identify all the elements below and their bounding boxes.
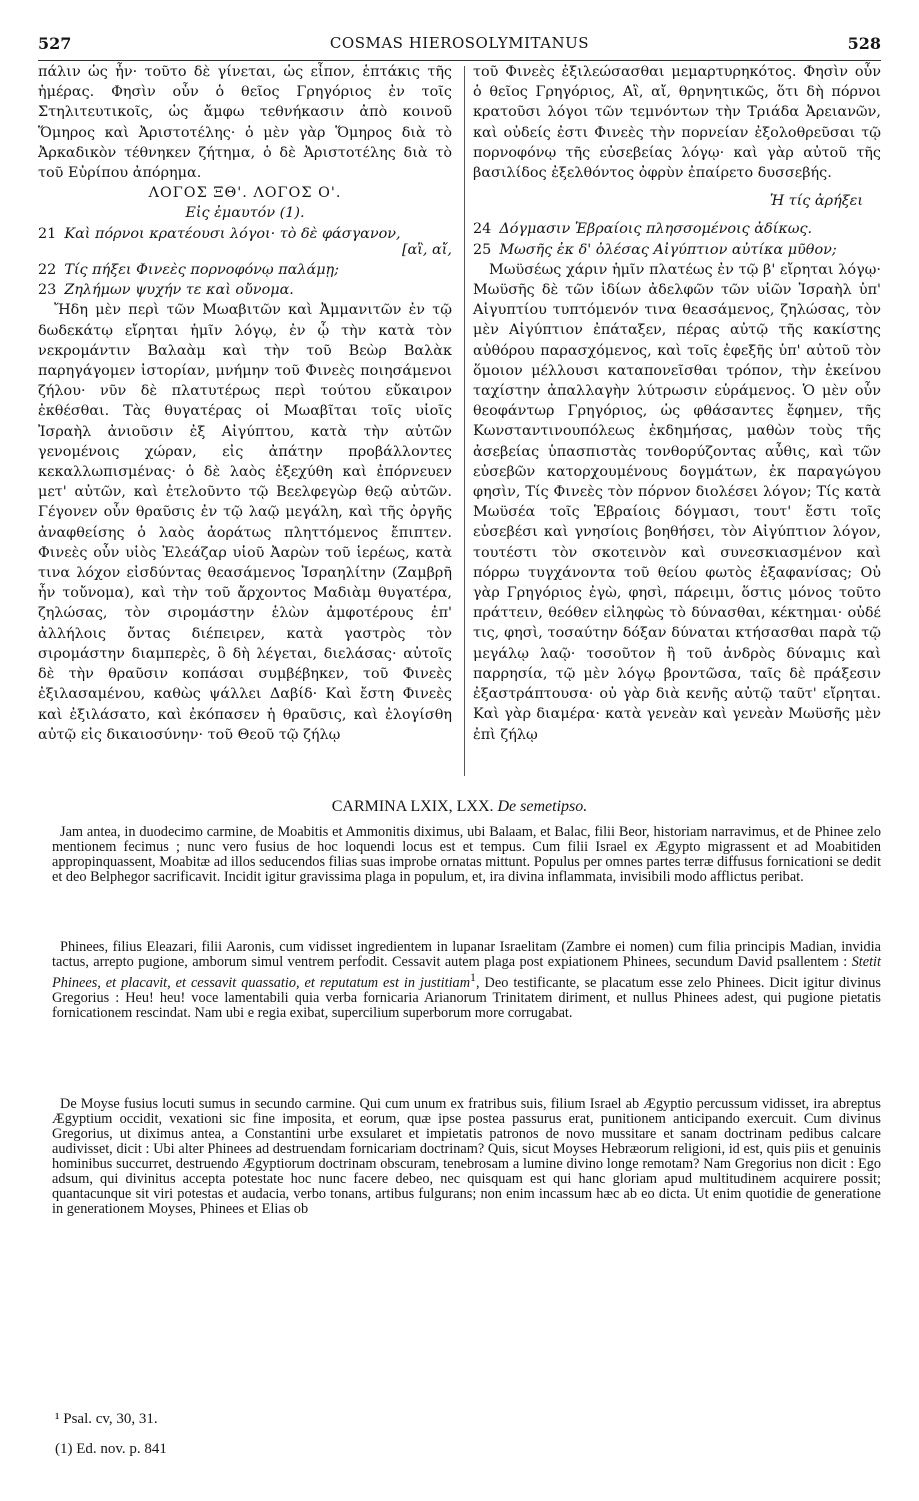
section-subheading: Εἰς ἐμαυτόν (1).	[185, 205, 305, 222]
verse-text: Καὶ πόρνοι κρατέουσι λόγοι· τὸ δὲ φάσγανον,	[64, 225, 401, 242]
verse-number: 23	[38, 282, 57, 299]
verse-text: Τίς πήξει Φινεὲς πορνοφόνῳ παλάμῃ;	[64, 262, 340, 279]
running-title: COSMAS HIEROSOLYMITANUS	[329, 34, 590, 52]
verse-line	[473, 219, 881, 239]
verse-text: Ζηλήμων ψυχήν τε καὶ οὔνομα.	[64, 282, 294, 299]
latin-text: , Deo testificante, se placatum esse zelo Phinees. Dicit igitur divinus Gregorius : Heu! heu! voce lamentabili quia verba fornicaria Arianorum Trinitatem diriment, et nullus Phinees adest, qui pugione pietatis fornicationem rescindat. Nam ubi e regia exibat, supercilium superborum more corrugabat.	[52, 974, 881, 1021]
greek-paragraph: τοῦ Φινεὲς ἐξιλεώσασθαι μεμαρτυρηκότος. Φησὶν οὖν ὁ θεῖος Γρηγόριος, Αἲ, αἴ, θρηνητικῶς, ὅτι δὴ πόρνοι κρατοῦσι λόγοι τῶν τεμνόντων τὴν Τριάδα Ἀρειανῶν, καὶ οὐδείς ἐστι Φινεὲς τὴν πορνείαν ἐξολοθρεῦσαι τῷ πορνοφόνῳ τῆς εὐσεβείας λόγῳ· καὶ γὰρ αὐτοῦ τῆς βασιλίδος ἐξελθόντος ὀφρὺν ἐπαίρετο δυσσεβής.	[473, 64, 881, 182]
latin-paragraph	[52, 1097, 881, 1217]
verse-number: 21	[38, 225, 57, 242]
greek-column-right	[473, 62, 881, 745]
greek-paragraph: Ἤδη μὲν περὶ τῶν Μωαβιτῶν καὶ Ἀμμανιτῶν ἐν τῷ δωδεκάτῳ εἴρηται ἡμῖν λόγῳ, ἐν ᾧ τὴν κατὰ τὸν νεκρομάντιν Βαλαὰμ καὶ τὴν τοῦ Βεὼρ Βαλὰκ παρηγάγομεν ἱστορίαν, μνήμην τοῦ Φινεὲς ποιησάμενοι ζήλου· νῦν δὲ πλατυτέρως περὶ τούτου εὔκαιρον ἐκθέσθαι. Τὰς θυγατέρας οἱ Μωαβῖται τοῖς υἱοῖς Ἰσραὴλ ἀνιοῦσιν ἐξ Αἰγύπτου, κατὰ τὴν αὐτῶν γενομένοις χώραν, εἰς ἀπάτην προβάλλοντες κεκαλλωπισμένας· ὁ δὲ λαὸς ἐξεχύθη καὶ ἐπόρνευεν μετ' αὐτῶν, καὶ ἐτελοῦντο τῷ Βεελφεγὼρ θεῷ αὐτῶν. Γέγονεν οὖν θραῦσις ἐν τῷ λαῷ μεγάλη, καὶ τῆς ὀργῆς ἀναφθείσης ὁ λαὸς ἀοράτως πληττόμενος ἔπιπτεν. Φινεὲς οὖν υἱὸς Ἐλεάζαρ υἱοῦ Ἀαρὼν τοῦ ἱερέως, κατὰ τινα λόχον εἰσδύντας θεασάμενος Ἰσραηλίτην (Ζαμβρῆ ἦν τοὔνομα), καὶ τὴν τοῦ ἄρχοντος Μαδιὰμ θυγατέρα, ζηλώσας, τὸν σιρομάστην ἑλὼν ἀμφοτέρους ἐπ' ἀλλήλοις ὄντας διέπειρεν, κατὰ γαστρὸς τὸν σιρομάστην διαμπερὲς, ὃ δὴ λέγεται, διελάσας· αὐτοῖς δὲ τὴν θραῦσιν κοπάσαι συμβέβηκεν, τοῦ Φινεὲς ἐξιλασαμένου, καθὼς ψάλλει Δαβίδ· Καὶ ἔστη Φινεὲς καὶ ἐξιλάσατο, καὶ ἐκόπασεν ἡ θραῦσις, καὶ ἐλογίσθη αὐτῷ εἰς δικαιοσύνην· τοῦ Θεοῦ τῷ ζήλῳ	[38, 302, 452, 743]
verse-text: Μωσῆς ἐκ δ' ὀλέσας Αἰγύπτιον αὐτίκα μῦθον;	[499, 241, 837, 258]
verse-line	[38, 260, 452, 280]
page-header	[38, 34, 881, 58]
latin-section-title	[38, 798, 881, 816]
verse-continuation: [αἲ, αἴ,	[401, 241, 452, 258]
verse-text: Δόγμασιν Ἑβραίοις πλησσομένοις ἀδίκως.	[499, 221, 813, 238]
latin-text: Phinees, filius Eleazari, filii Aaronis, cum vidisset ingredientem in lupanar Israelitam (Zambre ei nomen) cum filia principis Madian, invidia tactus, arrepto pugione, amborum simul ventrem perfodit. Cessavit autem plaga post expiationem Phinees, secundum David psallentem :	[52, 939, 881, 970]
footnote-ref: 1	[470, 970, 476, 984]
latin-title-text: CARMINA LXIX, LXX.	[331, 798, 494, 815]
latin-paragraph-text: De Moyse fusius locuti sumus in secundo carmine. Qui cum unum ex fratribus suis, filium Israel ab Ægyptio percussum vidisset, ira abreptus Ægyptium occidit, vexationi sic fine imposita, et eorum, quæ ipse postea passurus erat, punitionem anticipando exercuit. Cum divinus Gregorius, ut diximus antea, a Constantini urbe exsularet et impietatis patronos de novo mussitare et sanam doctrinam pedibus calcare audivisset, dicit : Ubi alter Phinees ad destruendam fornicariam doctrinam? Quis, sicut Moyses Hebræorum religioni, id est, quis piis et genuinis hominibus succurret, destruendo Ægyptiorum doctrinam obscuram, tenebrosam a lumine divino longe remotam? Nam Gregorius non dicit : Ego adsum, qui divinitus accepta potestate hoc nunc facere debeo, nec quisquam est qui hanc gloriam apud multitudinem acquirere possit; quantacunque sit viri potestas et audacia, verbo tonans, artibus fulgurans; non enim incassum hæc ab eo dicta. Ut enim quotidie de generatione in generationem Moyses, Phinees et Elias ob	[52, 1096, 881, 1217]
latin-paragraph	[52, 825, 881, 885]
greek-paragraph: Μωϋσέως χάριν ἡμῖν πλατέως ἐν τῷ β' εἴρηται λόγῳ· Μωϋσῆς δὲ τῶν ἰδίων ἀδελφῶν τῶν υἱῶν Ἰσραὴλ ὑπ' Αἰγυπτίου τυπτόμενόν τινα θεασάμενος, ζηλώσας, τὸν μὲν Αἰγύπτιον ἐπάταξεν, πέρας αὐτῷ τῆς κακίστης αὐθόρου παρασχόμενος, καὶ τοῖς ἐφεξῆς ὑπ' αὐτοῦ τὸν ὅμοιον μέλλουσι καταπονεῖσθαι τρόπον, τὴν ἐκείνου ταχίστην ἀπαλλαγὴν λύτρωσιν εὑράμενος. Ὁ μὲν οὖν θεοφάντωρ Γρηγόριος, ὡς φθάσαντες ἔφημεν, τῆς Κωνσταντινουπόλεως ἐκδημήσας, μαθὼν τοὺς τῆς ἀσεβείας ὑπασπιστὰς τονθορύζοντας αὖθις, καὶ τῶν εὐσεβῶν κατορχουμένους δογμάτων, ἐκ παραγώγου φησὶν, Τίς Φινεὲς τὸν πόρνον διολέσει λόγον; Τίς κατὰ Μωϋσέα τοῖς Ἑβραίοις δόγμασι, τουτ' ἔστι τοῖς εὐσεβέσι καὶ γνησίοις βοηθήσει, τὸν Αἰγύπτιον λόγον, τουτέστι τὸν σκοτεινὸν καὶ συνεσκιασμένον καὶ πόρρω τυγχάνοντα τοῦ θείου φωτὸς ἐξαφανίσας; Οὐ γὰρ Γρηγόριος ἐγὼ, φησὶ, πάρειμι, ὅστις μόνος τοῦτο πράττειν, θεόθεν εἰληφὼς τὸ δύνασθαι, κέκτημαι· οὐδέ τις, φησὶ, τοσαύτην δόξαν δύναται κτήσασθαι παρὰ τῷ μεγάλῳ λαῷ· τοσοῦτον ἢ τοῦ ἀνδρὸς δύναμις καὶ παρρησία, τῷ μὲν λόγῳ βροντῶσα, ταῖς δὲ πράξεσιν ἐξαστράπτουσα· οὐ γὰρ διὰ κενῆς αὐτῷ ταῦτ' εἴρηται. Καὶ γὰρ διαμέρα· κατὰ γενεὰν καὶ γενεὰν Μωϋσῆς μὲν ἐπὶ ζήλῳ	[473, 261, 881, 743]
footnote: ¹ Psal. cv, 30, 31.	[55, 1411, 158, 1427]
page-number-right: 528	[847, 34, 881, 53]
greek-column-left	[38, 62, 452, 745]
latin-paragraph-text: Jam antea, in duodecimo carmine, de Moabitis et Ammonitis diximus, ubi Balaam, et Balac, filii Beor, historiam narravimus, et de Phinee zelo mentionem fecimus ; nunc vero fusius de hoc loquendi locus est et tempus. Cum filii Israel ex Ægypto migrassent et ad Moabitiden appropinquassent, Moabitæ ad illos seducendos filias suas improbe ornatas mittunt. Populus per omnes partes terræ diffusus fornicationi se dedit et deo Belphegor sacrificavit. Incidit igitur gravissima plaga in populum, et, ira divina inflammata, invisibili modo afflictus peribat.	[52, 824, 881, 885]
verse-line	[38, 280, 452, 300]
verse-label: Ἡ τίς ἀρήξει	[769, 193, 863, 210]
page-number-left: 527	[38, 34, 72, 53]
psalm-quote: Stetit Phinees, et placavit, et cessavit quassatio, et reputatum est in justitiam	[52, 954, 881, 991]
latin-paragraph	[52, 940, 881, 1021]
column-divider	[464, 66, 465, 776]
latin-title-italic: De semetipso.	[497, 798, 588, 815]
header-rule	[38, 60, 881, 61]
verse-line	[38, 224, 452, 244]
verse-number: 24	[473, 221, 492, 238]
latin-paragraph-text	[52, 940, 881, 1021]
verse-number: 22	[38, 262, 57, 279]
verse-line	[473, 240, 881, 260]
footnote: (1) Ed. nov. p. 841	[55, 1441, 167, 1457]
footnotes	[55, 1404, 167, 1464]
section-heading: ΛΟΓΟΣ ΞΘ'. ΛΟΓΟΣ Ο'.	[148, 185, 342, 202]
verse-number: 25	[473, 241, 492, 258]
greek-paragraph: πάλιν ὡς ἦν· τοῦτο δὲ γίνεται, ὡς εἶπον, ἑπτάκις τῆς ἡμέρας. Φησὶν οὖν ὁ θεῖος Γρηγόριος ἐν τοῖς Στηλιτευτικοῖς, ὡς ἄμφω τεθνήκασιν ἀπὸ κοινοῦ Ὅμηρος καὶ Ἀριστοτέλης· ὁ μὲν γὰρ Ὅμηρος διὰ τὸ Ἀρκαδικὸν τέθνηκεν ζήτημα, ὁ δὲ Ἀριστοτέλης διὰ τὸ τοῦ Εὐρίπου ἀπόρημα.	[38, 64, 452, 182]
